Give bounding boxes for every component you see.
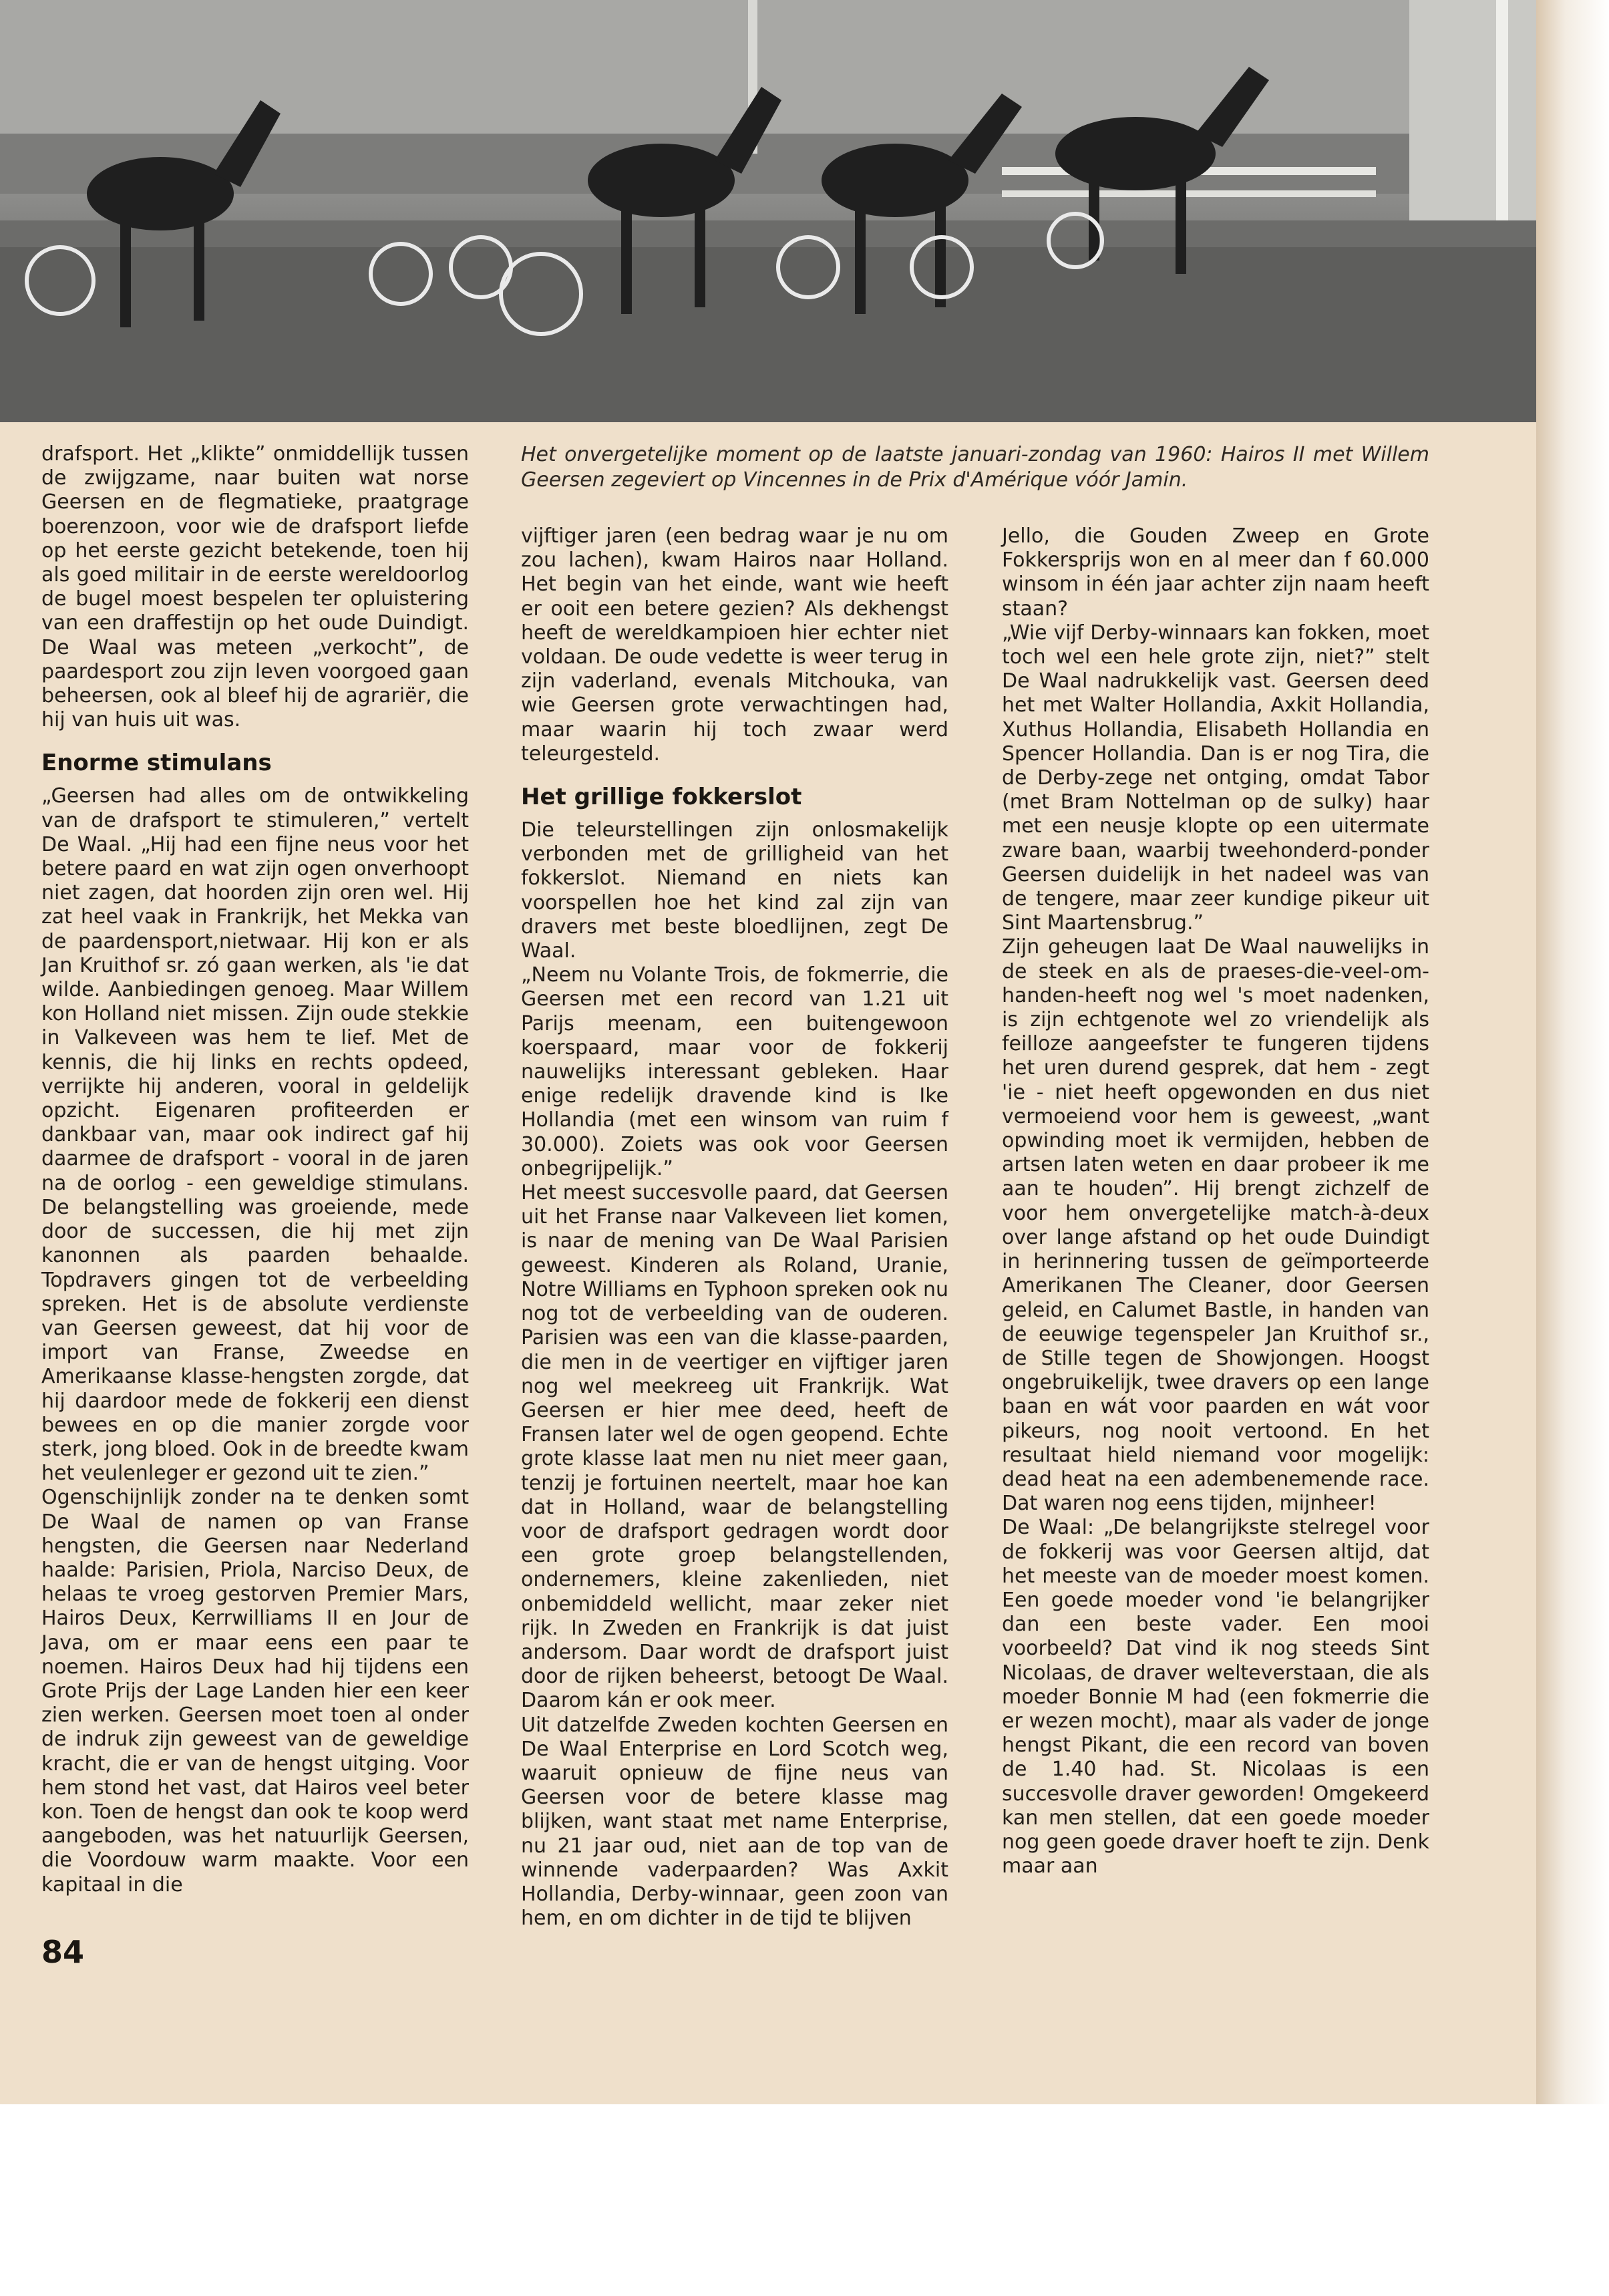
subheading: Enorme stimulans [41, 750, 272, 777]
page-edge [1536, 0, 1609, 2104]
paragraph: Het meest succesvolle paard, dat Geersen uit het Franse naar Valkeveen liet komen, is naar de mening van De Waal Parisien geweest. Kinderen als Roland, Uranie, Notre Williams en Typhoon spreken ook nu nog tot de verbeelding van de ouderen. Parisien was een van die klasse-paarden, die men in de veertiger en vijftiger jaren nog wel meekreeg uit Frankrijk. Wat Geersen er hier mee deed, heeft de Fransen later wel de ogen geopend. Echte grote klasse laat men nu niet meer gaan, tenzij je fortuinen neertelt, maar hoe kan dat in Holland, waar de belangstelling voor de drafsport gedragen wordt door een grote groep belangstellenden, ondernemers, kleine zakenlieden, niet onbemiddeld wellicht, maar zeker niet rijk. In Zweden en Frankrijk is dat juist andersom. Daar wordt de drafsport juist door de rijken beheerst, betoogt De Waal. Daarom kán er ook meer. [521, 1181, 948, 1713]
paragraph: „Wie vijf Derby-winnaars kan fokken, moet toch wel een hele grote zijn, niet?” stelt De Waal nadrukkelijk vast. Geersen deed het met Walter Hollandia, Axkit Hollandia, Xuthus Hollandia, Elisabeth Hollandia en Spencer Hollandia. Dan is er nog Tira, die de Derby-zege net ontging, omdat Tabor (met Bram Nottelman op de sulky) haar met een neusje klopte op een uitermate zware baan, waarbij tweehonderd-ponder Geersen duidelijk in het nadeel was van de tengere, maar zeer kundige pikeur uit Sint Maartensbrug.” [1002, 621, 1429, 935]
paragraph: De Waal: „De belangrijkste stelregel voor de fokkerij was voor Geersen altijd, dat het meeste van de moeder moest komen. Een goede moeder vond 'ie belangrijker dan een beste vader. Een mooi voorbeeld? Dat vind ik nog steeds Sint Nicolaas, de draver welteverstaan, die als moeder Bonnie M had (een fokmerrie die er wezen mocht), maar als vader de jonge hengst Pikant, die een record van boven de 1.40 had. St. Nicolaas is een succesvolle draver geworden! Omgekeerd kan men stellen, dat een goede moeder nog geen goede draver hoeft te zijn. Denk maar aan [1002, 1516, 1429, 1878]
paragraph: vijftiger jaren (een bedrag waar je nu om zou lachen), kwam Hairos naar Holland. Het begin van het einde, want wie heeft er ooit een betere gezien? Als dekhengst heeft de wereldkampioen hier echter niet voldaan. De oude vedette is weer terug in zijn vaderland, evenals Mitchouka, van wie Geersen grote verwachtingen had, maar waarin hij toch zwaar werd teleurgesteld. [521, 524, 948, 766]
paragraph: Ogenschijnlijk zonder na te denken somt De Waal de namen op van Franse hengsten, die Geersen naar Nederland haalde: Parisien, Priola, Narciso Deux, de helaas te vroeg gestorven Premier Mars, Hairos Deux, Kerrwilliams II en Jour de Java, om er maar eens een paar te noemen. Hairos Deux had hij tijdens een Grote Prijs der Lage Landen hier een keer zien werken. Geersen moet toen al onder de indruk zijn geweest van de geweldige kracht, die er van de hengst uitging. Voor hem stond het vast, dat Hairos veel beter kon. Toen de hengst dan ook te koop werd aangeboden, was het natuurlijk Geersen, die Voordouw warm maakte. Voor een kapitaal in die [41, 1486, 469, 1897]
photo-caption: Het onvergetelijke moment op de laatste januari-zondag van 1960: Hairos II met Willem Geersen zegeviert op Vincennes in de Prix d'Amérique vóór Jamin. [521, 443, 1429, 492]
paragraph: Uit datzelfde Zweden kochten Geersen en De Waal Enterprise en Lord Scotch weg, waaruit opnieuw de fijne neus van Geersen voor de betere klasse mag blijken, want staat met name Enterprise, nu 21 jaar oud, niet aan de top van de winnende vaderpaarden? Was Axkit Hollandia, Derby-winnaar, geen zoon van hem, en om dichter in de tijd te blijven [521, 1713, 948, 1931]
subheading: Het grillige fokkerslot [521, 784, 802, 811]
article-column-2 [521, 524, 948, 1931]
paragraph: Jello, die Gouden Zweep en Grote Fokkersprijs won en al meer dan f 60.000 winsom in één jaar achter zijn naam heeft staan? [1002, 524, 1429, 621]
harness-racing-photo-icon [0, 0, 1536, 422]
paragraph: Die teleurstellingen zijn onlosmakelijk verbonden met de grilligheid van het fokkerslot. Niemand en niets kan voorspellen hoe het kind zal zijn van dravers met beste bloedlijnen, zegt De Waal. [521, 818, 948, 963]
paragraph: „Geersen had alles om de ontwikkeling van de drafsport te stimuleren,” vertelt De Waal. „Hij had een fijne neus voor het betere paard en wat zijn ogen onverhoopt niet zagen, dat hoorden zijn oren wel. Hij zat heel vaak in Frankrijk, het Mekka van de paardensport,nietwaar. Hij kon er als Jan Kruithof sr. zó gaan werken, als 'ie dat wilde. Aanbiedingen genoeg. Maar Willem kon Holland niet missen. Zijn oude stekkie in Valkeveen was hem te lief. Met de kennis, die hij links en rechts opdeed, verrijkte hij anderen, vooral in geldelijk opzicht. Eigenaren profiteerden er dankbaar van, maar ook indirect gaf hij daarmee de drafsport - vooral in de jaren na de oorlog - een geweldige stimulans. De belangstelling was groeiende, mede door de successen, die hij met zijn kanonnen als paarden behaalde. Topdravers gingen tot de verbeelding spreken. Het is de absolute verdienste van Geersen geweest, dat hij voor de import van Franse, Zweedse en Amerikaanse klasse-hengsten zorgde, dat hij daardoor mede de fokkerij een dienst bewees en op die manier zorgde voor sterk, jong bloed. Ook in de breedte kwam het veulenleger er gezond uit te zien.” [41, 784, 469, 1486]
article-column-1 [41, 442, 469, 1897]
paragraph: Zijn geheugen laat De Waal nauwelijks in de steek en als de praeses-die-veel-om-handen-heeft nog wel 's moet nadenken, is zijn echtgenote wel zo vriendelijk als feilloze aangeefster te fungeren tijdens het uren durend gesprek, dat hem - zegt 'ie - niet heeft opgewonden en dus niet vermoeiend voor hem is geweest, „want opwinding moet ik vermijden, hebben de artsen laten weten en daar probeer ik me aan te houden”. Hij brengt zichzelf de voor hem onvergetelijke match-à-deux over lange afstand op het oude Duindigt in herinnering tussen de geïmporteerde Amerikanen The Cleaner, door Geersen geleid, en Calumet Bastle, in handen van de eeuwige tegenspeler Jan Kruithof sr., de Stille tegen de Showjongen. Hoogst ongebruikelijk, twee dravers op een lange baan en wát voor paarden en wát voor pikeurs, nog nooit vertoond. En het resultaat hield niemand voor mogelijk: dead heat na een adembenemende race. Dat waren nog eens tijden, mijnheer! [1002, 935, 1429, 1516]
article-column-3 [1002, 524, 1429, 1878]
paragraph: „Neem nu Volante Trois, de fokmerrie, die Geersen met een record van 1.21 uit Parijs meenam, een buitengewoon koerspaard, maar voor de fokkerij nauwelijks interessant gebleken. Haar enige redelijk dravende kind is Ike Hollandia (met een winsom van ruim f 30.000). Zoiets was ook voor Geersen onbegrijpelijk.” [521, 963, 948, 1180]
harness-racing-photo [0, 0, 1536, 422]
page-number: 84 [41, 1934, 85, 1970]
paragraph: drafsport. Het „klikte” onmiddellijk tussen de zwijgzame, naar buiten wat norse Geersen en de flegmatieke, praatgrage boerenzoon, voor wie de drafsport liefde op het eerste gezicht betekende, toen hij als goed militair in de eerste wereldoorlog de bugel moest bespelen ter opluistering van een draffestijn op het oude Duindigt. De Waal was meteen „verkocht”, de paardesport zou zijn leven voorgoed gaan beheersen, ook al bleef hij de agrariër, die hij van huis uit was. [41, 442, 469, 732]
